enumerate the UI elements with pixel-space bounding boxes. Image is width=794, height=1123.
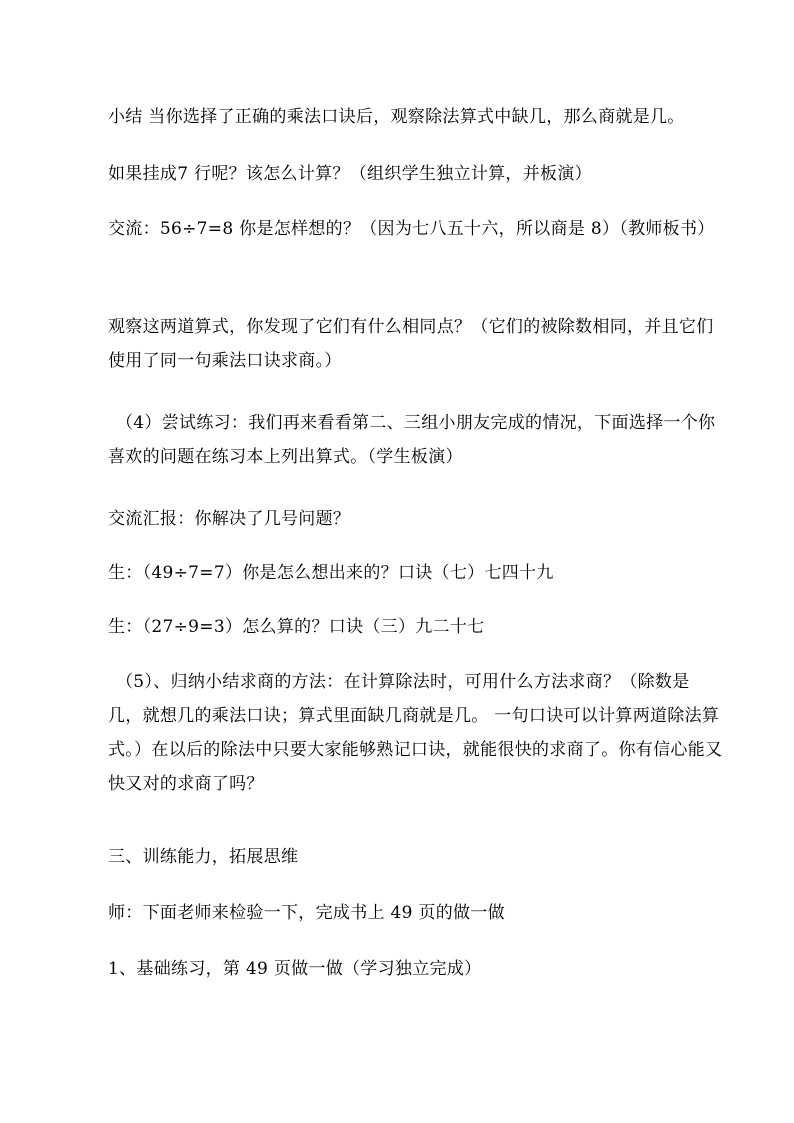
paragraph-teacher-check: 师：下面老师来检验一下，完成书上 49 页的做一做 [108, 903, 505, 923]
paragraph-student-49-div-7: 生：（49÷7=7）你是怎么想出来的？口诀（七）七四十九 [108, 563, 554, 583]
paragraph-observe-two-equations: 观察这两道算式，你发现了它们有什么相同点？（它们的被除数相同，并且它们使用了同一句乘法口诀求商。） [108, 317, 714, 371]
section-heading-training: 三、训练能力，拓展思维 [108, 847, 299, 867]
paragraph-summary: 小结 当你选择了正确的乘法口诀后，观察除法算式中缺几，那么商就是几。 [108, 107, 685, 127]
paragraph-exchange-56-div-7: 交流：56÷7=8 你是怎样想的？（因为七八五十六，所以商是 8）（教师板书） [108, 219, 715, 239]
paragraph-summarize-method: （5）、归纳小结求商的方法：在计算除法时，可用什么方法求商？（除数是几，就想几的乘法口诀；算式里面缺几商就是几。 一句口诀可以计算两道除法算式。）在以后的除法中只要大家能够熟记口诀，就能很快的求商了。你有信心能又快又对的求商了吗？ [108, 672, 723, 794]
paragraph-student-27-div-9: 生：（27÷9=3）怎么算的？口诀（三）九二十七 [108, 617, 485, 637]
paragraph-try-practice: （4）尝试练习：我们再来看看第二、三组小朋友完成的情况，下面选择一个你喜欢的问题在练习本上列出算式。（学生板演） [108, 413, 716, 467]
paragraph-exchange-report: 交流汇报：你解决了几号问题？ [108, 509, 351, 529]
paragraph-seven-rows-question: 如果挂成7 行呢？该怎么计算？（组织学生独立计算，并板演） [108, 164, 592, 184]
paragraph-basic-practice: 1、基础练习，第 49 页做一做（学习独立完成） [108, 959, 482, 979]
